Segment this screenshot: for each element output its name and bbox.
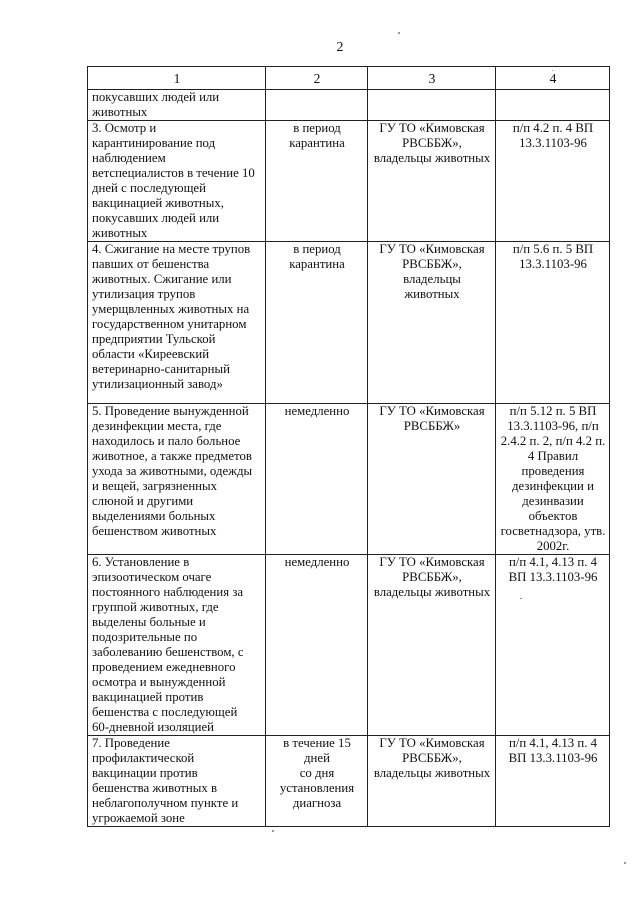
executor-cell bbox=[368, 242, 496, 404]
basis-text: п/п 5.12 п. 5 ВП 13.3.1103-96, п/п 2.4.2 п. 2, п/п 4.2 п. 4 Правил проведения дезинфекции и дезинвазии объектов госветнадзора, утв. 2002г. bbox=[500, 404, 606, 553]
table-row bbox=[88, 555, 610, 736]
measure-cell bbox=[88, 90, 266, 121]
basis-cell bbox=[496, 90, 610, 121]
executor-cell bbox=[368, 121, 496, 242]
measure-cell bbox=[88, 404, 266, 555]
measure-cell bbox=[88, 242, 266, 404]
term-text: немедленно bbox=[284, 404, 350, 418]
table-row bbox=[88, 242, 610, 404]
measure-cell bbox=[88, 121, 266, 242]
executor-text: ГУ ТО «Кимовская РВСББЖ», владельцы животных bbox=[379, 242, 485, 301]
basis-text: п/п 4.2 п. 4 ВП 13.3.1103-96 bbox=[512, 121, 594, 150]
executor-text: ГУ ТО «Кимовская РВСББЖ» bbox=[379, 404, 485, 433]
executor-text: ГУ ТО «Кимовская РВСББЖ», владельцы животных bbox=[373, 555, 491, 599]
scan-speck bbox=[398, 32, 400, 34]
term-cell bbox=[266, 555, 368, 736]
executor-cell bbox=[368, 90, 496, 121]
executor-cell bbox=[368, 736, 496, 827]
term-text: в период карантина bbox=[289, 242, 345, 271]
scan-speck bbox=[272, 830, 274, 832]
basis-cell bbox=[496, 555, 610, 736]
measure-text: 5. Проведение вынужденной дезинфекции места, где находилось и пало больное животное, а также предметов ухода за животными, одежды и вещей, загрязненных слюной и другими выделениями больных бешенством животных bbox=[92, 404, 253, 538]
measure-text: 7. Проведение профилактической вакцинации против бешенства животных в неблагополучном пункте и угрожаемой зоне bbox=[92, 736, 239, 825]
term-text: в период карантина bbox=[289, 121, 345, 150]
header-col-2: 2 bbox=[266, 67, 368, 90]
term-cell bbox=[266, 242, 368, 404]
measure-cell bbox=[88, 555, 266, 736]
term-cell bbox=[266, 121, 368, 242]
header-col-4: 4 bbox=[496, 67, 610, 90]
executor-cell bbox=[368, 555, 496, 736]
basis-cell bbox=[496, 736, 610, 827]
term-text: немедленно bbox=[284, 555, 350, 569]
measure-text: 4. Сжигание на месте трупов павших от бешенства животных. Сжигание или утилизация трупов умерщвленных животных на государственном унитарном предприятии Тульской области «Киреевский ветеринарно-санитарный утилизационный завод» bbox=[92, 242, 251, 391]
basis-cell bbox=[496, 404, 610, 555]
table-row bbox=[88, 404, 610, 555]
basis-cell bbox=[496, 242, 610, 404]
executor-text: ГУ ТО «Кимовская РВСББЖ», владельцы животных bbox=[373, 736, 491, 780]
scan-speck bbox=[520, 598, 522, 599]
measure-text: покусавших людей или животных bbox=[92, 90, 220, 119]
scan-speck bbox=[552, 70, 553, 71]
basis-text: п/п 5.6 п. 5 ВП 13.3.1103-96 bbox=[512, 242, 594, 271]
measure-cell bbox=[88, 736, 266, 827]
term-text: в течение 15 дней со дня установления диагноза bbox=[279, 736, 355, 810]
executor-cell bbox=[368, 404, 496, 555]
basis-cell bbox=[496, 121, 610, 242]
term-cell bbox=[266, 736, 368, 827]
table-header-row bbox=[88, 67, 610, 90]
scan-speck bbox=[624, 862, 626, 864]
basis-text: п/п 4.1, 4.13 п. 4 ВП 13.3.1103-96 bbox=[508, 736, 598, 765]
measure-text: 6. Установление в эпизоотическом очаге постоянного наблюдения за группой животных, где выделены больные и подозрительные по заболеванию бешенством, с проведением ежедневного осмотра и вынужденной вакцинацией против бешенства с последующей 60-дневной изоляцией bbox=[92, 555, 244, 734]
table-row bbox=[88, 736, 610, 827]
page-number: 2 bbox=[336, 40, 344, 55]
header-col-1: 1 bbox=[88, 67, 266, 90]
term-cell bbox=[266, 404, 368, 555]
measures-table bbox=[87, 66, 610, 827]
term-cell bbox=[266, 90, 368, 121]
table-row bbox=[88, 90, 610, 121]
header-col-3: 3 bbox=[368, 67, 496, 90]
measure-text: 3. Осмотр и карантинирование под наблюдением ветспециалистов в течение 10 дней с последующей вакцинацией животных, покусавших людей или животных bbox=[92, 121, 255, 240]
executor-text: ГУ ТО «Кимовская РВСББЖ», владельцы животных bbox=[373, 121, 491, 165]
table-row bbox=[88, 121, 610, 242]
basis-text: п/п 4.1, 4.13 п. 4 ВП 13.3.1103-96 bbox=[508, 555, 598, 584]
